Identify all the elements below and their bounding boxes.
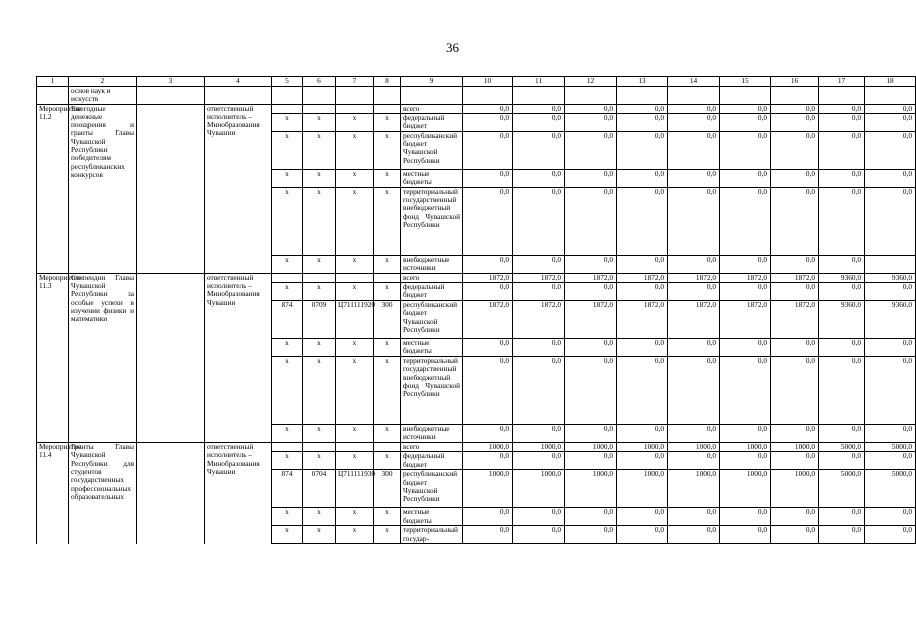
amount-cell: 0,0 <box>865 113 916 131</box>
page-number: 36 <box>446 40 459 55</box>
amount-cell: 0,0 <box>771 526 819 544</box>
column-number-15: 15 <box>720 77 771 87</box>
budget-code-c7: x <box>336 283 374 301</box>
funding-source-cell: территориальный государственный внебюджетный фонд Чувашской Республики <box>401 187 463 255</box>
amount-cell: 0,0 <box>819 508 865 526</box>
measure-code-cell: Мероприятие 11.3 <box>37 273 69 442</box>
funding-source-cell: внебюджетные источники <box>401 425 463 443</box>
amount-cell: 0,0 <box>513 131 565 169</box>
budget-code-c5: x <box>272 508 303 526</box>
budget-code-c8: 300 <box>374 301 401 339</box>
amount-cell: 0,0 <box>617 339 668 357</box>
budget-code-c7: x <box>336 339 374 357</box>
budget-code-c6 <box>303 104 336 113</box>
amount-cell: 0,0 <box>668 113 720 131</box>
column-number-16: 16 <box>771 77 819 87</box>
budget-code-c6: x <box>303 187 336 255</box>
column-number-12: 12 <box>565 77 617 87</box>
amount-cell: 0,0 <box>513 425 565 443</box>
amount-cell: 0,0 <box>565 131 617 169</box>
budget-code-c7: x <box>336 169 374 187</box>
amount-cell: 0,0 <box>771 339 819 357</box>
budget-code-c7 <box>336 104 374 113</box>
budget-code-c6: x <box>303 357 336 425</box>
amount-cell: 0,0 <box>771 425 819 443</box>
amount-cell: 0,0 <box>819 113 865 131</box>
budget-code-c8: x <box>374 283 401 301</box>
amount-cell: 0,0 <box>720 104 771 113</box>
amount-cell: 1872,0 <box>513 301 565 339</box>
amount-cell: 0,0 <box>463 104 513 113</box>
funding-row <box>37 273 916 282</box>
amount-cell: 1872,0 <box>720 301 771 339</box>
column-number-5: 5 <box>272 77 303 87</box>
amount-cell: 0,0 <box>463 526 513 544</box>
budget-code-c5: 874 <box>272 470 303 508</box>
executor-cell: ответственный исполнитель – Минобразования Чувашии <box>205 104 272 273</box>
column-number-10: 10 <box>463 77 513 87</box>
amount-cell: 0,0 <box>513 104 565 113</box>
amount-cell: 0,0 <box>513 526 565 544</box>
budget-code-c8: x <box>374 131 401 169</box>
amount-cell: 0,0 <box>771 452 819 470</box>
column-number-3: 3 <box>137 77 205 87</box>
amount-cell: 0,0 <box>865 425 916 443</box>
amount-cell: 0,0 <box>668 425 720 443</box>
budget-code-c5: x <box>272 357 303 425</box>
budget-code-c7: x <box>336 113 374 131</box>
amount-cell: 1872,0 <box>771 273 819 282</box>
amount-cell: 0,0 <box>513 255 565 273</box>
amount-cell: 0,0 <box>720 452 771 470</box>
amount-cell: 1000,0 <box>668 470 720 508</box>
funding-row <box>37 104 916 113</box>
amount-cell: 0,0 <box>565 255 617 273</box>
budget-code-c7: Ц711111920 <box>336 301 374 339</box>
budget-code-c5 <box>272 104 303 113</box>
amount-cell: 0,0 <box>513 169 565 187</box>
funding-source-cell: внебюджетные источники <box>401 255 463 273</box>
amount-cell: 5000,0 <box>819 443 865 452</box>
funding-source-cell: республиканский бюджет Чувашской Республики <box>401 301 463 339</box>
amount-cell: 0,0 <box>565 113 617 131</box>
amount-cell: 0,0 <box>463 508 513 526</box>
amount-cell: 0,0 <box>463 339 513 357</box>
amount-cell: 0,0 <box>865 169 916 187</box>
amount-cell: 0,0 <box>668 104 720 113</box>
amount-cell: 9360,0 <box>819 301 865 339</box>
amount-cell: 0,0 <box>513 187 565 255</box>
column-number-2: 2 <box>69 77 137 87</box>
amount-cell: 0,0 <box>819 104 865 113</box>
column-number-17: 17 <box>819 77 865 87</box>
funding-row <box>37 443 916 452</box>
budget-code-c5: 874 <box>272 301 303 339</box>
amount-cell: 0,0 <box>565 357 617 425</box>
budget-code-c5: x <box>272 255 303 273</box>
budget-code-c8: x <box>374 508 401 526</box>
amount-cell: 0,0 <box>819 283 865 301</box>
amount-cell: 1872,0 <box>565 301 617 339</box>
budget-code-c5: x <box>272 452 303 470</box>
amount-cell: 1872,0 <box>463 273 513 282</box>
budget-code-c5: x <box>272 283 303 301</box>
amount-cell: 0,0 <box>463 113 513 131</box>
column-number-11: 11 <box>513 77 565 87</box>
amount-cell: 0,0 <box>565 169 617 187</box>
amount-cell: 1000,0 <box>513 470 565 508</box>
amount-cell: 0,0 <box>617 283 668 301</box>
funding-source-cell: республиканский бюджет Чувашской Республики <box>401 131 463 169</box>
column-number-9: 9 <box>401 77 463 87</box>
amount-cell: 0,0 <box>720 339 771 357</box>
budget-code-c7: x <box>336 357 374 425</box>
budget-code-c5: x <box>272 425 303 443</box>
amount-cell: 0,0 <box>819 255 865 273</box>
amount-cell: 0,0 <box>865 187 916 255</box>
amount-cell: 0,0 <box>668 187 720 255</box>
amount-cell: 0,0 <box>865 283 916 301</box>
column-number-1: 1 <box>37 77 69 87</box>
executor-cell: ответственный исполнитель – Минобразования Чувашии <box>205 443 272 544</box>
measure-name-cell: основ наук и искусств <box>69 87 137 105</box>
amount-cell: 0,0 <box>819 452 865 470</box>
amount-cell: 1000,0 <box>513 443 565 452</box>
amount-cell: 0,0 <box>617 255 668 273</box>
executor-cell: ответственный исполнитель – Минобразования Чувашии <box>205 273 272 442</box>
amount-cell: 0,0 <box>771 357 819 425</box>
budget-code-c5: x <box>272 187 303 255</box>
amount-cell: 9360,0 <box>865 273 916 282</box>
amount-cell: 0,0 <box>513 283 565 301</box>
amount-cell: 0,0 <box>668 255 720 273</box>
amount-cell: 0,0 <box>668 357 720 425</box>
amount-cell: 0,0 <box>819 357 865 425</box>
amount-cell: 0,0 <box>617 104 668 113</box>
amount-cell: 0,0 <box>771 283 819 301</box>
amount-cell: 0,0 <box>463 187 513 255</box>
budget-code-c6: 0704 <box>303 470 336 508</box>
amount-cell: 1000,0 <box>720 470 771 508</box>
amount-cell: 1872,0 <box>617 301 668 339</box>
amount-cell: 1000,0 <box>565 443 617 452</box>
budget-code-c5: x <box>272 113 303 131</box>
budget-code-c7: x <box>336 187 374 255</box>
funding-source-cell: территориальный государ- <box>401 526 463 544</box>
amount-cell: 0,0 <box>668 508 720 526</box>
amount-cell: 5000,0 <box>819 470 865 508</box>
funding-source-cell: федеральный бюджет <box>401 113 463 131</box>
column-number-7: 7 <box>336 77 374 87</box>
amount-cell: 1872,0 <box>668 273 720 282</box>
budget-code-c8 <box>374 104 401 113</box>
measure-code-cell <box>37 87 69 105</box>
funding-source-cell: федеральный бюджет <box>401 283 463 301</box>
amount-cell: 0,0 <box>617 169 668 187</box>
budget-code-c6: x <box>303 283 336 301</box>
amount-cell: 0,0 <box>463 131 513 169</box>
amount-cell: 1000,0 <box>668 443 720 452</box>
budget-code-c5: x <box>272 339 303 357</box>
funding-table <box>36 76 916 544</box>
budget-code-c8: x <box>374 255 401 273</box>
budget-code-c6: x <box>303 508 336 526</box>
amount-cell: 0,0 <box>565 283 617 301</box>
amount-cell: 0,0 <box>617 508 668 526</box>
amount-cell: 0,0 <box>819 169 865 187</box>
column-number-13: 13 <box>617 77 668 87</box>
amount-cell: 0,0 <box>565 452 617 470</box>
budget-code-c6: x <box>303 339 336 357</box>
amount-cell: 1000,0 <box>463 470 513 508</box>
funding-source-cell: республиканский бюджет Чувашской Республики <box>401 470 463 508</box>
amount-cell: 0,0 <box>865 104 916 113</box>
continuation-row <box>37 87 916 105</box>
amount-cell: 0,0 <box>668 283 720 301</box>
amount-cell: 1872,0 <box>771 301 819 339</box>
amount-cell: 1872,0 <box>463 301 513 339</box>
amount-cell: 0,0 <box>668 526 720 544</box>
amount-cell: 0,0 <box>720 187 771 255</box>
budget-code-c8: x <box>374 187 401 255</box>
amount-cell: 0,0 <box>865 339 916 357</box>
empty-cell <box>137 104 205 273</box>
amount-cell: 1000,0 <box>565 470 617 508</box>
amount-cell: 1872,0 <box>565 273 617 282</box>
amount-cell: 0,0 <box>865 452 916 470</box>
budget-code-c6: x <box>303 526 336 544</box>
amount-cell: 0,0 <box>617 526 668 544</box>
amount-cell: 0,0 <box>819 425 865 443</box>
amount-cell: 1000,0 <box>771 470 819 508</box>
amount-cell: 0,0 <box>668 169 720 187</box>
amount-cell: 0,0 <box>463 169 513 187</box>
empty-cell <box>137 443 205 544</box>
column-number-4: 4 <box>205 77 272 87</box>
amount-cell: 5000,0 <box>865 470 916 508</box>
budget-code-c6: x <box>303 169 336 187</box>
amount-cell: 0,0 <box>513 508 565 526</box>
amount-cell: 0,0 <box>720 526 771 544</box>
amount-cell: 0,0 <box>617 425 668 443</box>
budget-code-c6: x <box>303 131 336 169</box>
amount-cell: 1000,0 <box>463 443 513 452</box>
amount-cell: 0,0 <box>463 452 513 470</box>
amount-cell: 0,0 <box>565 187 617 255</box>
amount-cell: 0,0 <box>565 508 617 526</box>
budget-code-c6: 0709 <box>303 301 336 339</box>
amount-cell: 0,0 <box>513 113 565 131</box>
amount-cell: 0,0 <box>720 357 771 425</box>
amount-cell: 0,0 <box>819 526 865 544</box>
amount-cell: 1872,0 <box>720 273 771 282</box>
amount-cell: 0,0 <box>720 283 771 301</box>
column-number-14: 14 <box>668 77 720 87</box>
budget-code-c5: x <box>272 131 303 169</box>
amount-cell <box>865 255 916 273</box>
budget-code-c7: x <box>336 526 374 544</box>
budget-code-c8: x <box>374 526 401 544</box>
budget-code-c7: Ц711111930 <box>336 470 374 508</box>
amount-cell: 0,0 <box>720 425 771 443</box>
funding-source-cell: местные бюджеты <box>401 339 463 357</box>
amount-cell: 0,0 <box>771 104 819 113</box>
budget-code-c7: x <box>336 255 374 273</box>
amount-cell: 0,0 <box>463 283 513 301</box>
amount-cell: 1000,0 <box>771 443 819 452</box>
amount-cell: 0,0 <box>565 425 617 443</box>
amount-cell: 0,0 <box>565 339 617 357</box>
budget-code-c8: x <box>374 357 401 425</box>
amount-cell: 0,0 <box>565 104 617 113</box>
amount-cell: 0,0 <box>463 425 513 443</box>
amount-cell: 9360,0 <box>819 273 865 282</box>
budget-code-c7: x <box>336 452 374 470</box>
amount-cell: 0,0 <box>617 187 668 255</box>
budget-code-c7: x <box>336 425 374 443</box>
funding-source-cell: местные бюджеты <box>401 508 463 526</box>
funding-source-cell: всего <box>401 443 463 452</box>
empty-cell <box>137 273 205 442</box>
budget-code-c6: x <box>303 255 336 273</box>
column-number-8: 8 <box>374 77 401 87</box>
measure-code-cell: Мероприятие 11.4 <box>37 443 69 544</box>
amount-cell: 0,0 <box>771 255 819 273</box>
amount-cell: 0,0 <box>513 452 565 470</box>
amount-cell: 5000,0 <box>865 443 916 452</box>
amount-cell: 0,0 <box>720 508 771 526</box>
budget-code-c5: x <box>272 169 303 187</box>
amount-cell: 0,0 <box>819 131 865 169</box>
column-number-6: 6 <box>303 77 336 87</box>
amount-cell: 0,0 <box>720 131 771 169</box>
amount-cell: 0,0 <box>771 169 819 187</box>
budget-code-c8: x <box>374 113 401 131</box>
amount-cell: 1000,0 <box>617 443 668 452</box>
budget-code-c8: x <box>374 425 401 443</box>
column-number-18: 18 <box>865 77 916 87</box>
amount-cell: 0,0 <box>771 508 819 526</box>
amount-cell: 0,0 <box>771 113 819 131</box>
amount-cell: 0,0 <box>720 255 771 273</box>
funding-source-cell: местные бюджеты <box>401 169 463 187</box>
budget-code-c7: x <box>336 508 374 526</box>
funding-source-cell: территориальный государственный внебюджетный фонд Чувашской Республики <box>401 357 463 425</box>
amount-cell: 0,0 <box>513 339 565 357</box>
amount-cell: 0,0 <box>668 452 720 470</box>
amount-cell: 1000,0 <box>720 443 771 452</box>
amount-cell: 0,0 <box>513 357 565 425</box>
funding-source-cell: всего <box>401 104 463 113</box>
amount-cell: 0,0 <box>463 357 513 425</box>
amount-cell: 1872,0 <box>513 273 565 282</box>
amount-cell: 0,0 <box>720 113 771 131</box>
amount-cell: 0,0 <box>617 131 668 169</box>
amount-cell: 0,0 <box>819 187 865 255</box>
amount-cell: 0,0 <box>668 131 720 169</box>
amount-cell: 0,0 <box>865 131 916 169</box>
amount-cell: 0,0 <box>865 357 916 425</box>
amount-cell: 0,0 <box>565 526 617 544</box>
amount-cell: 0,0 <box>617 113 668 131</box>
measure-code-cell: Мероприятие 11.2 <box>37 104 69 273</box>
amount-cell: 1872,0 <box>617 273 668 282</box>
column-number-row <box>37 77 916 87</box>
amount-cell: 0,0 <box>865 508 916 526</box>
budget-code-c6: x <box>303 452 336 470</box>
amount-cell: 0,0 <box>668 339 720 357</box>
budget-code-c8: x <box>374 169 401 187</box>
amount-cell: 0,0 <box>865 526 916 544</box>
budget-code-c8: x <box>374 452 401 470</box>
amount-cell: 0,0 <box>771 187 819 255</box>
budget-code-c6: x <box>303 425 336 443</box>
measure-name-cell: Ежегодные денежные поощрения и гранты Главы Чувашской Республики победителям республиканских конкурсов <box>69 104 137 273</box>
amount-cell: 9360,0 <box>865 301 916 339</box>
amount-cell: 0,0 <box>617 452 668 470</box>
amount-cell: 0,0 <box>771 131 819 169</box>
amount-cell: 0,0 <box>617 357 668 425</box>
funding-source-cell: всего <box>401 273 463 282</box>
budget-code-c8: x <box>374 339 401 357</box>
budget-code-c6: x <box>303 113 336 131</box>
amount-cell: 1872,0 <box>668 301 720 339</box>
measure-name-cell: Стипендии Главы Чувашской Республики за особые успехи в изучении физики и математики <box>69 273 137 442</box>
amount-cell: 0,0 <box>463 255 513 273</box>
amount-cell: 0,0 <box>819 339 865 357</box>
budget-code-c7: x <box>336 131 374 169</box>
amount-cell: 1000,0 <box>617 470 668 508</box>
measure-name-cell: Гранты Главы Чувашской Республики для студентов государственных профессиональных образовательных <box>69 443 137 544</box>
budget-code-c5: x <box>272 526 303 544</box>
amount-cell: 0,0 <box>720 169 771 187</box>
funding-source-cell: федеральный бюджет <box>401 452 463 470</box>
budget-code-c8: 300 <box>374 470 401 508</box>
